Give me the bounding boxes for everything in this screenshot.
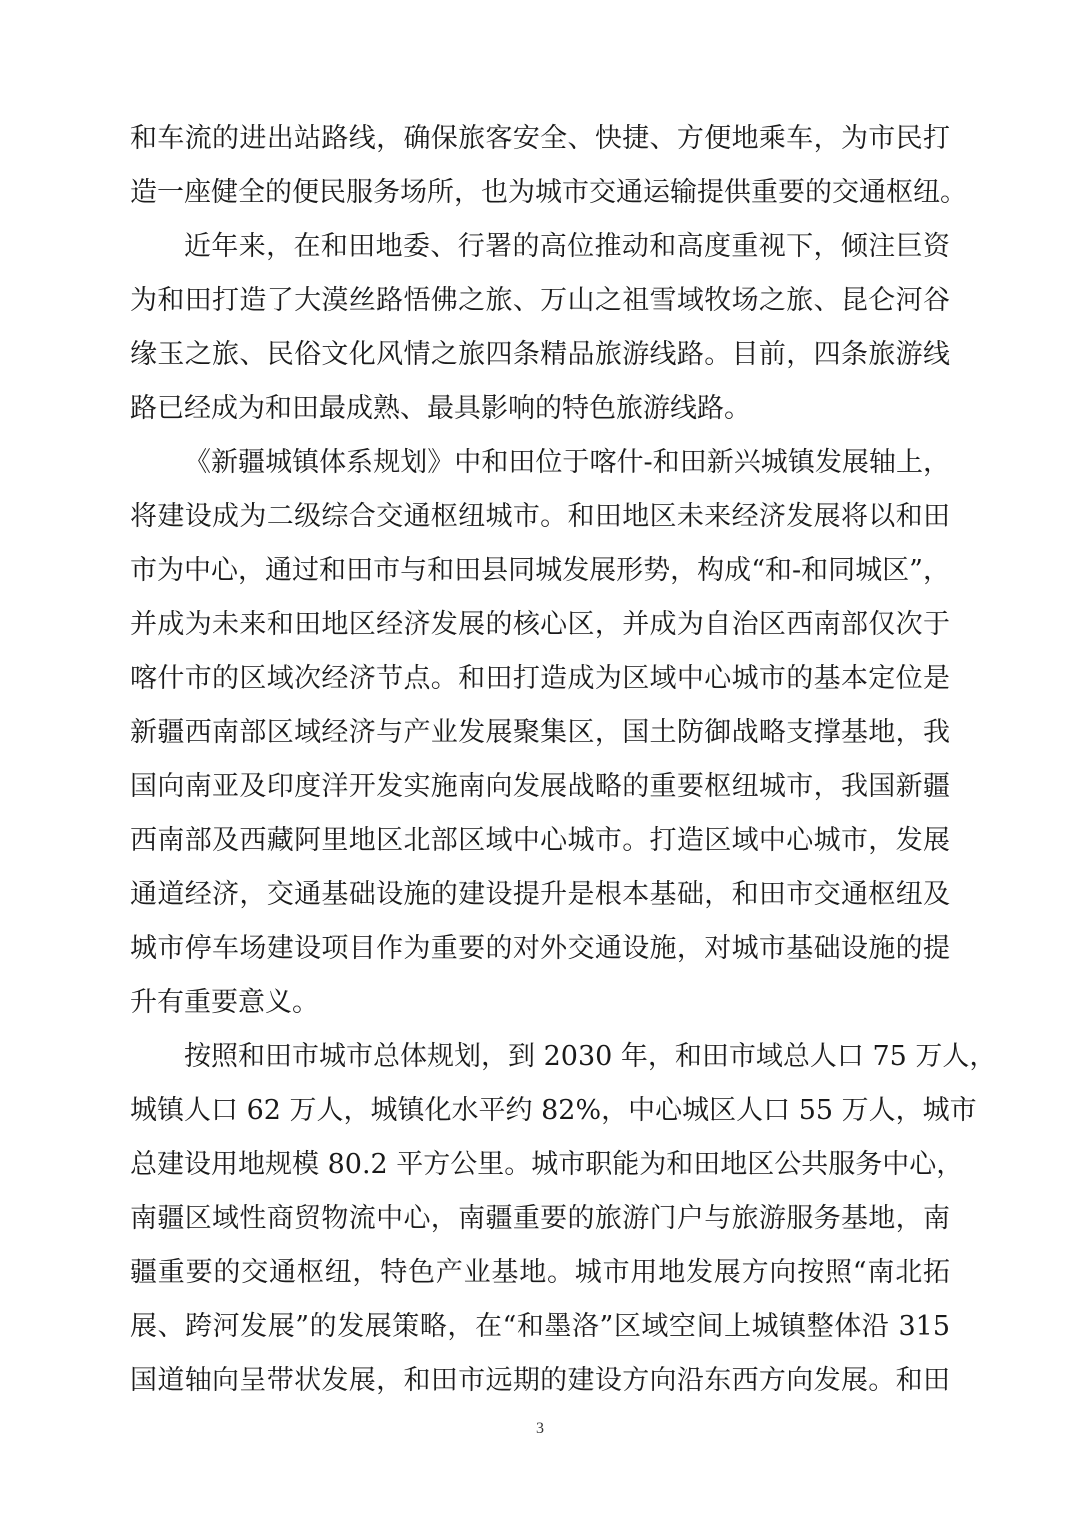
text-line: 市为中心，通过和田市与和田县同城发展形势，构成“和-和同城区”，: [130, 555, 950, 586]
text-line: 通道经济，交通基础设施的建设提升是根本基础，和田市交通枢纽及: [130, 879, 950, 910]
text-line: 疆重要的交通枢纽，特色产业基地。城市用地发展方向按照“南北拓: [130, 1257, 950, 1288]
text-line: 国向南亚及印度洋开发实施南向发展战略的重要枢纽城市，我国新疆: [130, 771, 950, 802]
text-line: 造一座健全的便民服务场所，也为城市交通运输提供重要的交通枢纽。: [130, 177, 967, 208]
page-number: 3: [536, 1420, 544, 1437]
text-line: 国道轴向呈带状发展，和田市远期的建设方向沿东西方向发展。和田: [130, 1365, 950, 1396]
text-line: 为和田打造了大漠丝路悟佛之旅、万山之祖雪域牧场之旅、昆仑河谷: [130, 285, 950, 316]
text-line: 路已经成为和田最成熟、最具影响的特色旅游线路。: [130, 393, 751, 424]
body-text: [130, 112, 997, 1408]
text-line: 城市停车场建设项目作为重要的对外交通设施，对城市基础设施的提: [130, 933, 950, 964]
text-line: 并成为未来和田地区经济发展的核心区，并成为自治区西南部仅次于: [130, 609, 950, 640]
text-line: 城镇人口 62 万人，城镇化水平约 82%，中心城区人口 55 万人，城市: [130, 1095, 977, 1126]
text-line: 新疆西南部区域经济与产业发展聚集区，国土防御战略支撑基地，我: [130, 717, 950, 748]
text-line: 将建设成为二级综合交通枢纽城市。和田地区未来经济发展将以和田: [130, 501, 950, 532]
paragraph-first-line: 近年来，在和田地委、行署的高位推动和高度重视下，倾注巨资: [184, 231, 950, 262]
paragraph-first-line: 按照和田市城市总体规划，到 2030 年，和田市域总人口 75 万人，: [184, 1041, 997, 1072]
text-line: 西南部及西藏阿里地区北部区域中心城市。打造区域中心城市，发展: [130, 825, 950, 856]
text-line: 展、跨河发展”的发展策略，在“和墨洛”区域空间上城镇整体沿 315: [130, 1311, 950, 1342]
text-line: 升有重要意义。: [130, 987, 319, 1018]
paragraph-first-line: 《新疆城镇体系规划》中和田位于喀什-和田新兴城镇发展轴上，: [184, 447, 950, 478]
text-line: 喀什市的区域次经济节点。和田打造成为区域中心城市的基本定位是: [130, 663, 950, 694]
text-line: 南疆区域性商贸物流中心，南疆重要的旅游门户与旅游服务基地，南: [130, 1203, 950, 1234]
text-line: 总建设用地规模 80.2 平方公里。城市职能为和田地区公共服务中心，: [130, 1149, 964, 1180]
text-line: 和车流的进出站路线，确保旅客安全、快捷、方便地乘车，为市民打: [130, 123, 950, 154]
text-line: 缘玉之旅、民俗文化风情之旅四条精品旅游线路。目前，四条旅游线: [130, 339, 950, 370]
